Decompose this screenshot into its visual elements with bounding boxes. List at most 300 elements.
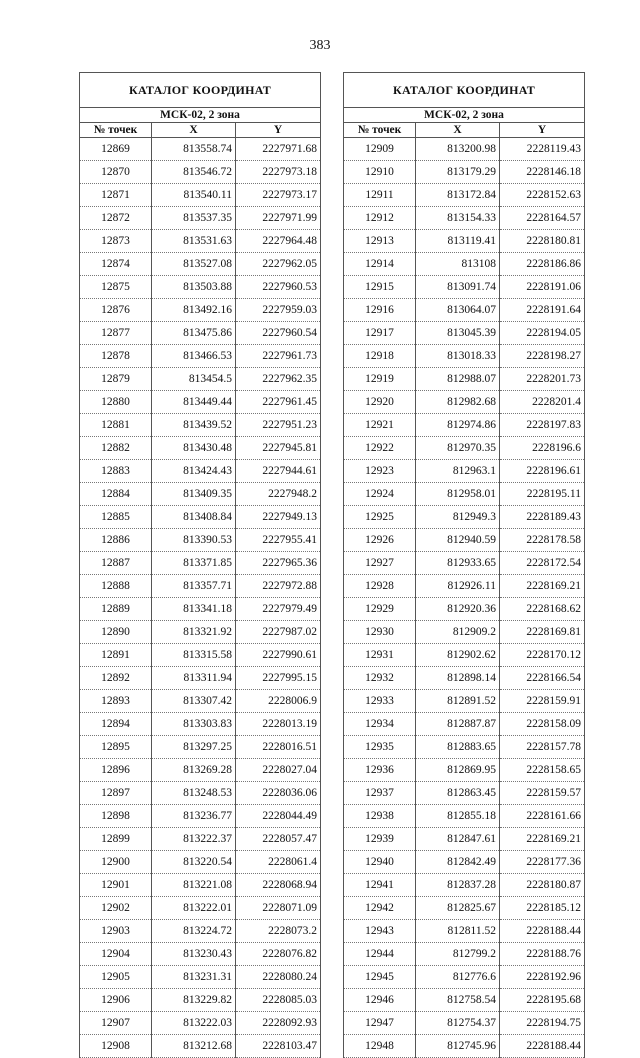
y-coordinate-cell: 2228170.12 (500, 644, 585, 667)
table-row (344, 966, 585, 989)
table-row (344, 805, 585, 828)
table-row (344, 644, 585, 667)
x-coordinate-cell: 813220.54 (152, 851, 236, 874)
column-header-x: X (416, 123, 500, 138)
point-number-cell: 12870 (80, 161, 152, 184)
table-row (344, 253, 585, 276)
x-coordinate-cell: 813558.74 (152, 138, 236, 161)
y-coordinate-cell: 2228164.57 (500, 207, 585, 230)
point-number-cell: 12914 (344, 253, 416, 276)
y-coordinate-cell: 2228166.54 (500, 667, 585, 690)
table-row (80, 759, 321, 782)
x-coordinate-cell: 813321.92 (152, 621, 236, 644)
x-coordinate-cell: 813231.31 (152, 966, 236, 989)
x-coordinate-cell: 813540.11 (152, 184, 236, 207)
x-coordinate-cell: 813222.03 (152, 1012, 236, 1035)
x-coordinate-cell: 813091.74 (416, 276, 500, 299)
table-row (80, 575, 321, 598)
x-coordinate-cell: 813172.84 (416, 184, 500, 207)
x-coordinate-cell: 813221.08 (152, 874, 236, 897)
x-coordinate-cell: 813439.52 (152, 414, 236, 437)
point-number-cell: 12930 (344, 621, 416, 644)
point-number-cell: 12937 (344, 782, 416, 805)
x-coordinate-cell: 813311.94 (152, 667, 236, 690)
x-coordinate-cell: 813449.44 (152, 391, 236, 414)
y-coordinate-cell: 2227971.68 (236, 138, 321, 161)
point-number-cell: 12906 (80, 989, 152, 1012)
point-number-cell: 12905 (80, 966, 152, 989)
x-coordinate-cell: 812776.6 (416, 966, 500, 989)
table-row (80, 1035, 321, 1058)
x-coordinate-cell: 812837.28 (416, 874, 500, 897)
table-row (344, 345, 585, 368)
catalog-rows (344, 138, 585, 1058)
point-number-cell: 12928 (344, 575, 416, 598)
y-coordinate-cell: 2227945.81 (236, 437, 321, 460)
point-number-cell: 12945 (344, 966, 416, 989)
y-coordinate-cell: 2228196.6 (500, 437, 585, 460)
y-coordinate-cell: 2227964.48 (236, 230, 321, 253)
table-row (344, 230, 585, 253)
x-coordinate-cell: 812970.35 (416, 437, 500, 460)
x-coordinate-cell: 813303.83 (152, 713, 236, 736)
table-row (80, 230, 321, 253)
x-coordinate-cell: 812949.3 (416, 506, 500, 529)
point-number-cell: 12893 (80, 690, 152, 713)
point-number-cell: 12898 (80, 805, 152, 828)
point-number-cell: 12909 (344, 138, 416, 161)
y-coordinate-cell: 2227987.02 (236, 621, 321, 644)
y-coordinate-cell: 2228188.76 (500, 943, 585, 966)
x-coordinate-cell: 812855.18 (416, 805, 500, 828)
y-coordinate-cell: 2228197.83 (500, 414, 585, 437)
point-number-cell: 12921 (344, 414, 416, 437)
catalog-title: КАТАЛОГ КООРДИНАТ (80, 73, 321, 108)
point-number-cell: 12899 (80, 828, 152, 851)
y-coordinate-cell: 2228061.4 (236, 851, 321, 874)
x-coordinate-cell: 812842.49 (416, 851, 500, 874)
point-number-cell: 12916 (344, 299, 416, 322)
x-coordinate-cell: 813492.16 (152, 299, 236, 322)
x-coordinate-cell: 812799.2 (416, 943, 500, 966)
x-coordinate-cell: 813408.84 (152, 506, 236, 529)
table-row (80, 483, 321, 506)
point-number-cell: 12946 (344, 989, 416, 1012)
y-coordinate-cell: 2227990.61 (236, 644, 321, 667)
y-coordinate-cell: 2228169.21 (500, 828, 585, 851)
point-number-cell: 12880 (80, 391, 152, 414)
x-coordinate-cell: 813371.85 (152, 552, 236, 575)
y-coordinate-cell: 2228191.64 (500, 299, 585, 322)
y-coordinate-cell: 2228158.09 (500, 713, 585, 736)
x-coordinate-cell: 812887.87 (416, 713, 500, 736)
point-number-cell: 12871 (80, 184, 152, 207)
point-number-cell: 12874 (80, 253, 152, 276)
point-number-cell: 12890 (80, 621, 152, 644)
table-row (80, 253, 321, 276)
x-coordinate-cell: 812898.14 (416, 667, 500, 690)
y-coordinate-cell: 2228092.93 (236, 1012, 321, 1035)
table-row (80, 989, 321, 1012)
table-row (80, 598, 321, 621)
table-row (80, 943, 321, 966)
point-number-cell: 12878 (80, 345, 152, 368)
y-coordinate-cell: 2228103.47 (236, 1035, 321, 1058)
table-row (80, 851, 321, 874)
point-number-cell: 12884 (80, 483, 152, 506)
y-coordinate-cell: 2227973.17 (236, 184, 321, 207)
table-row (344, 874, 585, 897)
y-coordinate-cell: 2227944.61 (236, 460, 321, 483)
table-row (80, 782, 321, 805)
point-number-cell: 12896 (80, 759, 152, 782)
point-number-cell: 12940 (344, 851, 416, 874)
point-number-cell: 12904 (80, 943, 152, 966)
y-coordinate-cell: 2227955.41 (236, 529, 321, 552)
column-header-point-number: № точек (80, 123, 152, 138)
x-coordinate-cell: 812869.95 (416, 759, 500, 782)
x-coordinate-cell: 812863.45 (416, 782, 500, 805)
point-number-cell: 12941 (344, 874, 416, 897)
table-row (344, 529, 585, 552)
x-coordinate-cell: 813224.72 (152, 920, 236, 943)
x-coordinate-cell: 812883.65 (416, 736, 500, 759)
table-row (344, 1035, 585, 1058)
x-coordinate-cell: 813531.63 (152, 230, 236, 253)
catalog-zone: МСК-02, 2 зона (80, 108, 321, 123)
table-row (80, 713, 321, 736)
y-coordinate-cell: 2228185.12 (500, 897, 585, 920)
y-coordinate-cell: 2228188.44 (500, 1035, 585, 1058)
x-coordinate-cell: 813269.28 (152, 759, 236, 782)
x-coordinate-cell: 812974.86 (416, 414, 500, 437)
x-coordinate-cell: 812745.96 (416, 1035, 500, 1058)
table-row (344, 1012, 585, 1035)
point-number-cell: 12876 (80, 299, 152, 322)
y-coordinate-cell: 2228180.87 (500, 874, 585, 897)
table-row (80, 621, 321, 644)
y-coordinate-cell: 2227948.2 (236, 483, 321, 506)
table-row (80, 667, 321, 690)
y-coordinate-cell: 2228191.06 (500, 276, 585, 299)
y-coordinate-cell: 2227949.13 (236, 506, 321, 529)
y-coordinate-cell: 2227971.99 (236, 207, 321, 230)
x-coordinate-cell: 812825.67 (416, 897, 500, 920)
y-coordinate-cell: 2227965.36 (236, 552, 321, 575)
y-coordinate-cell: 2228159.91 (500, 690, 585, 713)
point-number-cell: 12920 (344, 391, 416, 414)
y-coordinate-cell: 2228006.9 (236, 690, 321, 713)
x-coordinate-cell: 812958.01 (416, 483, 500, 506)
y-coordinate-cell: 2227995.15 (236, 667, 321, 690)
y-coordinate-cell: 2228076.82 (236, 943, 321, 966)
table-row (344, 897, 585, 920)
y-coordinate-cell: 2228180.81 (500, 230, 585, 253)
point-number-cell: 12935 (344, 736, 416, 759)
point-number-cell: 12897 (80, 782, 152, 805)
table-row (344, 920, 585, 943)
table-row (344, 184, 585, 207)
x-coordinate-cell: 813248.53 (152, 782, 236, 805)
y-coordinate-cell: 2227959.03 (236, 299, 321, 322)
table-row (80, 690, 321, 713)
table-row (344, 690, 585, 713)
table-row (344, 943, 585, 966)
x-coordinate-cell: 813390.53 (152, 529, 236, 552)
point-number-cell: 12942 (344, 897, 416, 920)
point-number-cell: 12923 (344, 460, 416, 483)
coordinate-catalog-left (79, 72, 321, 1058)
x-coordinate-cell: 812909.2 (416, 621, 500, 644)
table-row (344, 713, 585, 736)
x-coordinate-cell: 813454.5 (152, 368, 236, 391)
y-coordinate-cell: 2228013.19 (236, 713, 321, 736)
x-coordinate-cell: 813229.82 (152, 989, 236, 1012)
x-coordinate-cell: 812902.62 (416, 644, 500, 667)
table-row (80, 391, 321, 414)
y-coordinate-cell: 2227972.88 (236, 575, 321, 598)
point-number-cell: 12895 (80, 736, 152, 759)
y-coordinate-cell: 2227960.53 (236, 276, 321, 299)
y-coordinate-cell: 2228198.27 (500, 345, 585, 368)
point-number-cell: 12913 (344, 230, 416, 253)
x-coordinate-cell: 812988.07 (416, 368, 500, 391)
point-number-cell: 12901 (80, 874, 152, 897)
table-row (80, 1012, 321, 1035)
x-coordinate-cell: 812933.65 (416, 552, 500, 575)
point-number-cell: 12947 (344, 1012, 416, 1035)
table-row (80, 161, 321, 184)
table-row (80, 897, 321, 920)
y-coordinate-cell: 2228192.96 (500, 966, 585, 989)
table-row (344, 575, 585, 598)
x-coordinate-cell: 812982.68 (416, 391, 500, 414)
table-row (344, 391, 585, 414)
x-coordinate-cell: 813430.48 (152, 437, 236, 460)
x-coordinate-cell: 813179.29 (416, 161, 500, 184)
y-coordinate-cell: 2228178.58 (500, 529, 585, 552)
point-number-cell: 12911 (344, 184, 416, 207)
table-row (80, 184, 321, 207)
table-row (80, 644, 321, 667)
y-coordinate-cell: 2228194.05 (500, 322, 585, 345)
y-coordinate-cell: 2228189.43 (500, 506, 585, 529)
y-coordinate-cell: 2228044.49 (236, 805, 321, 828)
table-row (80, 460, 321, 483)
y-coordinate-cell: 2228080.24 (236, 966, 321, 989)
y-coordinate-cell: 2228172.54 (500, 552, 585, 575)
coordinate-catalog-right (343, 72, 585, 1058)
x-coordinate-cell: 813200.98 (416, 138, 500, 161)
table-row (344, 437, 585, 460)
y-coordinate-cell: 2228027.04 (236, 759, 321, 782)
x-coordinate-cell: 813466.53 (152, 345, 236, 368)
y-coordinate-cell: 2227973.18 (236, 161, 321, 184)
y-coordinate-cell: 2228068.94 (236, 874, 321, 897)
table-row (80, 276, 321, 299)
x-coordinate-cell: 813018.33 (416, 345, 500, 368)
point-number-cell: 12875 (80, 276, 152, 299)
table-row (80, 299, 321, 322)
x-coordinate-cell: 813409.35 (152, 483, 236, 506)
table-row (80, 506, 321, 529)
table-row (80, 207, 321, 230)
point-number-cell: 12888 (80, 575, 152, 598)
table-row (344, 621, 585, 644)
point-number-cell: 12934 (344, 713, 416, 736)
x-coordinate-cell: 813297.25 (152, 736, 236, 759)
point-number-cell: 12882 (80, 437, 152, 460)
y-coordinate-cell: 2228169.81 (500, 621, 585, 644)
point-number-cell: 12908 (80, 1035, 152, 1058)
y-coordinate-cell: 2228159.57 (500, 782, 585, 805)
point-number-cell: 12900 (80, 851, 152, 874)
x-coordinate-cell: 812920.36 (416, 598, 500, 621)
y-coordinate-cell: 2228157.78 (500, 736, 585, 759)
y-coordinate-cell: 2228195.11 (500, 483, 585, 506)
point-number-cell: 12939 (344, 828, 416, 851)
y-coordinate-cell: 2228073.2 (236, 920, 321, 943)
y-coordinate-cell: 2228146.18 (500, 161, 585, 184)
x-coordinate-cell: 813537.35 (152, 207, 236, 230)
y-coordinate-cell: 2228071.09 (236, 897, 321, 920)
point-number-cell: 12918 (344, 345, 416, 368)
y-coordinate-cell: 2228161.66 (500, 805, 585, 828)
table-row (80, 966, 321, 989)
y-coordinate-cell: 2228201.73 (500, 368, 585, 391)
x-coordinate-cell: 813236.77 (152, 805, 236, 828)
y-coordinate-cell: 2228158.65 (500, 759, 585, 782)
x-coordinate-cell: 812940.59 (416, 529, 500, 552)
x-coordinate-cell: 813503.88 (152, 276, 236, 299)
point-number-cell: 12925 (344, 506, 416, 529)
x-coordinate-cell: 812926.11 (416, 575, 500, 598)
y-coordinate-cell: 2228057.47 (236, 828, 321, 851)
x-coordinate-cell: 812847.61 (416, 828, 500, 851)
y-coordinate-cell: 2228168.62 (500, 598, 585, 621)
table-row (80, 828, 321, 851)
x-coordinate-cell: 813212.68 (152, 1035, 236, 1058)
y-coordinate-cell: 2227962.05 (236, 253, 321, 276)
y-coordinate-cell: 2227979.49 (236, 598, 321, 621)
point-number-cell: 12886 (80, 529, 152, 552)
table-row (344, 736, 585, 759)
y-coordinate-cell: 2228119.43 (500, 138, 585, 161)
table-row (344, 828, 585, 851)
point-number-cell: 12932 (344, 667, 416, 690)
x-coordinate-cell: 812758.54 (416, 989, 500, 1012)
table-row (344, 460, 585, 483)
y-coordinate-cell: 2228177.36 (500, 851, 585, 874)
column-header-x: X (152, 123, 236, 138)
table-row (80, 138, 321, 161)
table-row (344, 207, 585, 230)
page-number: 383 (309, 38, 331, 53)
table-row (344, 161, 585, 184)
x-coordinate-cell: 813527.08 (152, 253, 236, 276)
catalog-rows (80, 138, 321, 1058)
x-coordinate-cell: 813154.33 (416, 207, 500, 230)
y-coordinate-cell: 2228085.03 (236, 989, 321, 1012)
y-coordinate-cell: 2228195.68 (500, 989, 585, 1012)
table-row (344, 368, 585, 391)
x-coordinate-cell: 813424.43 (152, 460, 236, 483)
table-row (344, 276, 585, 299)
point-number-cell: 12872 (80, 207, 152, 230)
point-number-cell: 12938 (344, 805, 416, 828)
table-row (344, 322, 585, 345)
y-coordinate-cell: 2227961.73 (236, 345, 321, 368)
table-row (344, 759, 585, 782)
table-row (80, 552, 321, 575)
point-number-cell: 12907 (80, 1012, 152, 1035)
x-coordinate-cell: 813222.01 (152, 897, 236, 920)
x-coordinate-cell: 813222.37 (152, 828, 236, 851)
point-number-cell: 12917 (344, 322, 416, 345)
y-coordinate-cell: 2227962.35 (236, 368, 321, 391)
x-coordinate-cell: 813307.42 (152, 690, 236, 713)
x-coordinate-cell: 813045.39 (416, 322, 500, 345)
point-number-cell: 12902 (80, 897, 152, 920)
point-number-cell: 12933 (344, 690, 416, 713)
point-number-cell: 12922 (344, 437, 416, 460)
point-number-cell: 12919 (344, 368, 416, 391)
table-row (80, 368, 321, 391)
point-number-cell: 12943 (344, 920, 416, 943)
x-coordinate-cell: 812754.37 (416, 1012, 500, 1035)
y-coordinate-cell: 2227960.54 (236, 322, 321, 345)
x-coordinate-cell: 813341.18 (152, 598, 236, 621)
point-number-cell: 12929 (344, 598, 416, 621)
point-number-cell: 12892 (80, 667, 152, 690)
point-number-cell: 12931 (344, 644, 416, 667)
catalog-title: КАТАЛОГ КООРДИНАТ (344, 73, 585, 108)
point-number-cell: 12926 (344, 529, 416, 552)
point-number-cell: 12944 (344, 943, 416, 966)
table-row (80, 529, 321, 552)
table-row (344, 414, 585, 437)
point-number-cell: 12889 (80, 598, 152, 621)
point-number-cell: 12881 (80, 414, 152, 437)
table-row (80, 345, 321, 368)
table-row (80, 736, 321, 759)
table-row (80, 920, 321, 943)
table-row (80, 414, 321, 437)
table-row (344, 138, 585, 161)
y-coordinate-cell: 2228196.61 (500, 460, 585, 483)
point-number-cell: 12927 (344, 552, 416, 575)
x-coordinate-cell: 813475.86 (152, 322, 236, 345)
y-coordinate-cell: 2228194.75 (500, 1012, 585, 1035)
y-coordinate-cell: 2228186.86 (500, 253, 585, 276)
table-row (80, 322, 321, 345)
table-row (344, 782, 585, 805)
x-coordinate-cell: 813064.07 (416, 299, 500, 322)
table-row (344, 483, 585, 506)
y-coordinate-cell: 2227951.23 (236, 414, 321, 437)
point-number-cell: 12891 (80, 644, 152, 667)
y-coordinate-cell: 2228201.4 (500, 391, 585, 414)
table-row (80, 805, 321, 828)
y-coordinate-cell: 2228188.44 (500, 920, 585, 943)
y-coordinate-cell: 2228152.63 (500, 184, 585, 207)
column-header-point-number: № точек (344, 123, 416, 138)
table-row (344, 552, 585, 575)
y-coordinate-cell: 2228036.06 (236, 782, 321, 805)
point-number-cell: 12910 (344, 161, 416, 184)
point-number-cell: 12903 (80, 920, 152, 943)
point-number-cell: 12948 (344, 1035, 416, 1058)
